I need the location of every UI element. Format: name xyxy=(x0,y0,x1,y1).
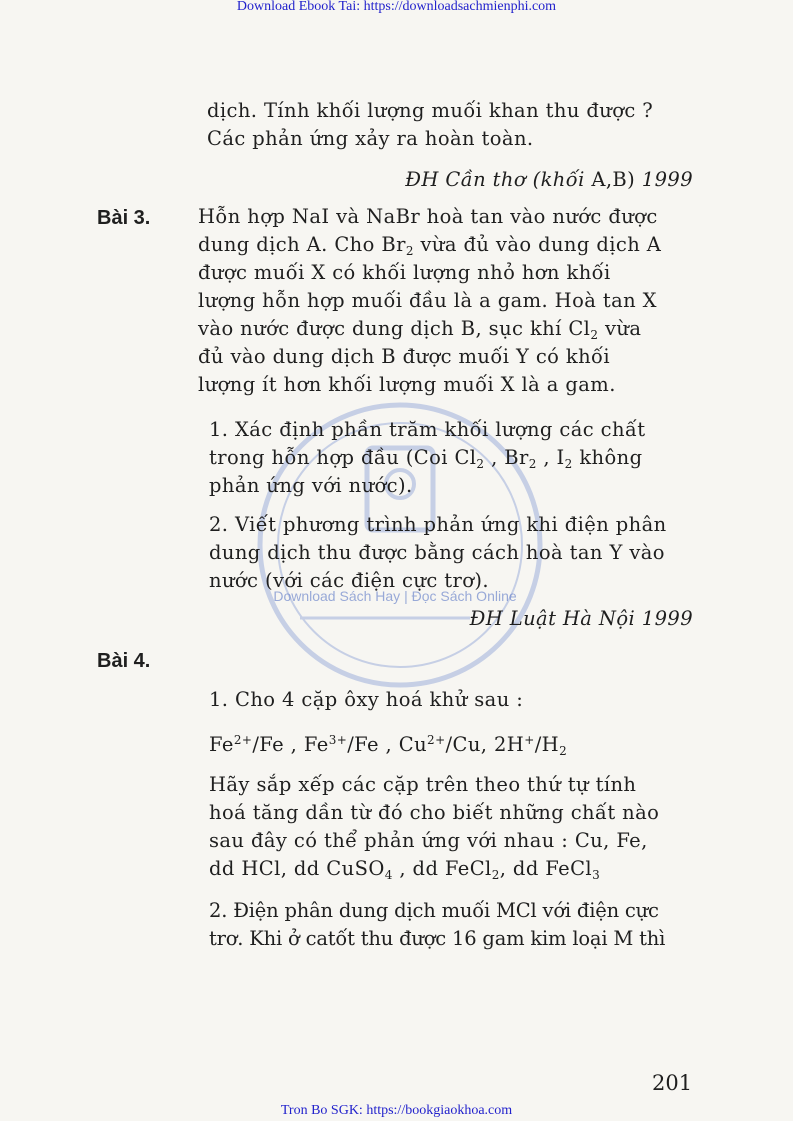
text-line: dd HCl, dd CuSO$_4$ , dd FeCl$_2$, dd FeCl$_3$ xyxy=(209,857,601,882)
text-line: lượng ít hơn khối lượng muối X là a gam. xyxy=(198,373,616,396)
text-line: 2. Viết phương trình phản ứng khi điện phân xyxy=(209,513,667,536)
text-line: Các phản ứng xảy ra hoàn toàn. xyxy=(207,127,534,150)
exercise-4-question-1 xyxy=(209,686,523,714)
exercise-3-source: ĐH Luật Hà Nội 1999 xyxy=(469,607,693,630)
text-line: Hãy sắp xếp các cặp trên theo thứ tự tính xyxy=(209,773,637,796)
exercise-4-question-2 xyxy=(209,897,665,953)
text-line: vào nước được dung dịch B, sục khí $Cl_2$ vừa xyxy=(198,317,642,342)
text-line: dung dịch thu được bằng cách hoà tan Y vào xyxy=(209,541,665,564)
text-line: đủ vào dung dịch B được muối Y có khối xyxy=(198,345,611,368)
exercise-3-question-2 xyxy=(209,511,667,595)
page-number: 201 xyxy=(652,1071,693,1095)
source-part: A,B) xyxy=(591,168,636,191)
prev-source xyxy=(207,166,693,194)
text-line: trong hỗn hợp đầu (Coi $Cl_2$ , $Br_2$ , $I_2$ không xyxy=(209,446,643,471)
header-download-link[interactable]: Download Ebook Tai: https://downloadsachmienphi.com xyxy=(236,0,557,14)
text-line: dung dịch A. Cho $Br_2$ vừa đủ vào dung dịch A xyxy=(198,233,662,258)
text-line: $Fe^{2+}/Fe$ , $Fe^{3+}/Fe$ , $Cu^{2+}/Cu$, $2H^+/H_2$ xyxy=(209,733,568,758)
text-line: nước (với các điện cực trơ). xyxy=(209,569,489,592)
exercise-3-label: Bài 3. xyxy=(97,207,151,229)
text-line: 1. Xác định phần trăm khối lượng các chất xyxy=(209,418,646,441)
redox-couples xyxy=(209,731,567,759)
exercise-4-paragraph xyxy=(209,771,659,883)
text-line: 2. Điện phân dung dịch muối MCl với điện cực xyxy=(209,899,659,922)
source-part: 1999 xyxy=(635,168,693,191)
text-line: dịch. Tính khối lượng muối khan thu được ? xyxy=(207,99,654,122)
exercise-3-question-1 xyxy=(209,416,646,500)
text-line: hoá tăng dần từ đó cho biết những chất nào xyxy=(209,801,660,824)
text-line: 1. Cho 4 cặp ôxy hoá khử sau : xyxy=(209,688,524,711)
text-line: trơ. Khi ở catốt thu được 16 gam kim loại M thì xyxy=(209,927,666,950)
footer-sgk-link[interactable]: Tron Bo SGK: https://bookgiaokhoa.com xyxy=(280,1103,513,1118)
watermark-text: Download Sách Hay | Đọc Sách Online xyxy=(273,588,517,604)
text-line: được muối X có khối lượng nhỏ hơn khối xyxy=(198,261,611,284)
text-line: lượng hỗn hợp muối đầu là a gam. Hoà tan X xyxy=(198,289,657,312)
prev-problem-tail xyxy=(207,97,653,153)
exercise-4-label: Bài 4. xyxy=(97,650,151,672)
text-line: sau đây có thể phản ứng với nhau : Cu, Fe, xyxy=(209,829,648,852)
text-line: Hỗn hợp NaI và NaBr hoà tan vào nước được xyxy=(198,205,658,228)
text-line: phản ứng với nước). xyxy=(209,474,413,497)
exercise-3-body xyxy=(198,203,661,399)
source-part: ĐH Cần thơ (khối xyxy=(405,168,592,191)
